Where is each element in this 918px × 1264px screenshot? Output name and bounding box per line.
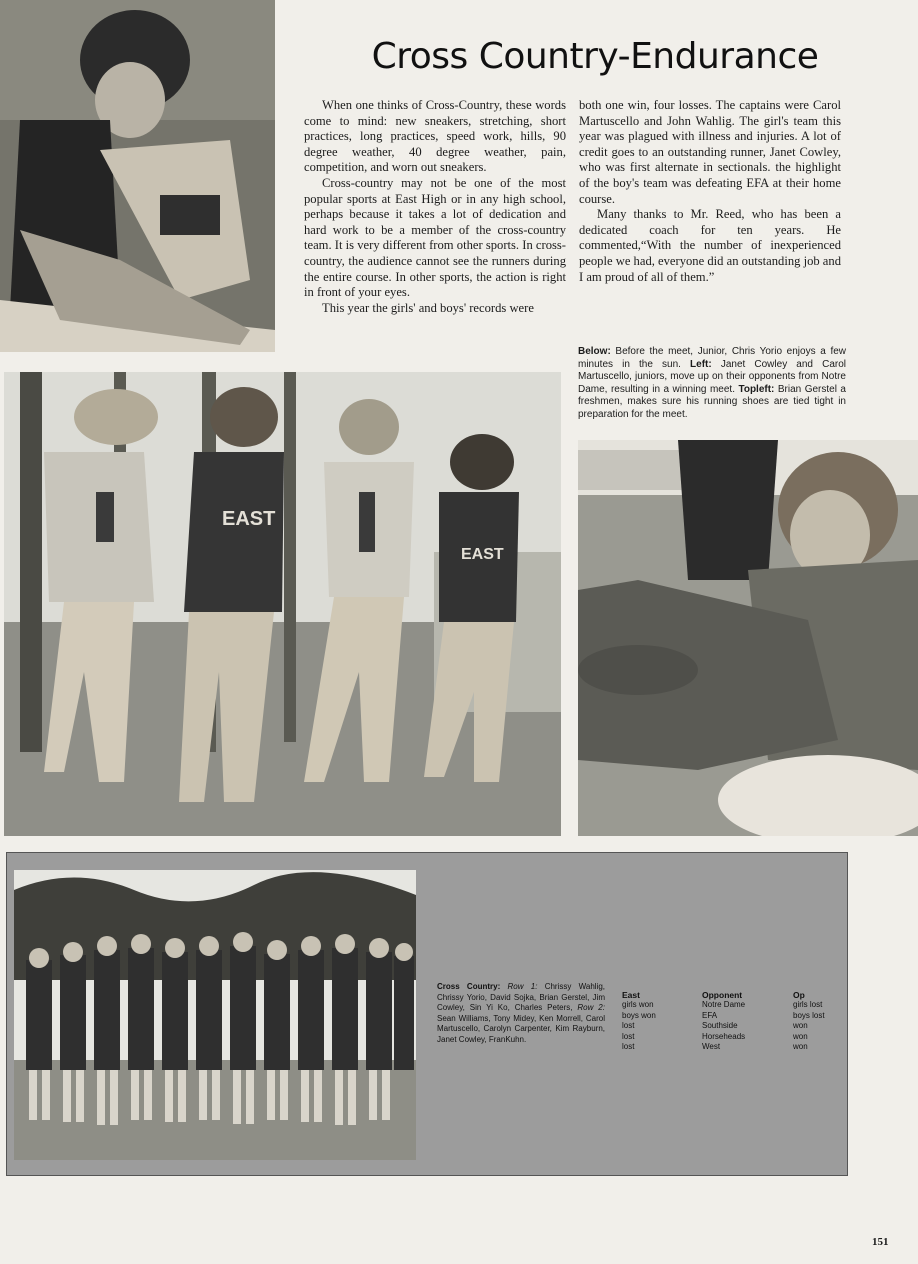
photo-runner-tying-shoes [0,0,275,352]
caption-label-topleft: Topleft: [738,383,775,395]
roster-label: Cross Country: [437,982,501,991]
scores-cell: EFA [702,1010,718,1020]
scores-cell: girls lost [793,1000,823,1010]
article-paragraph: both one win, four losses. The captains were Carol Martuscello and John Wahlig. The girl's team this year was plagued with illness and injuries. A lot of credit goes to an outstanding runner, Janet Cowley, who was first alternate in sectionals. the highlight of the boy's team was defeating EFA at their home course. [579,98,841,206]
scores-cell: won [793,1021,808,1031]
caption-text-topleft: Brian Gerstel a freshmen, makes sure his running shoes are tied tight in preparation for the meet. [578,383,846,420]
scores-cell: lost [622,1031,635,1041]
jersey-text: EAST [461,546,504,563]
scores-cell: West [702,1042,721,1052]
article-paragraph: Many thanks to Mr. Reed, who has been a dedicated coach for ten years. He commented,“With the number of inexperienced people we had, everyone did an outstanding job and I am proud of all of them.” [579,207,841,284]
scores-cell: Horseheads [702,1031,746,1041]
photo-team-group [14,870,416,1160]
article-column-left [304,98,566,316]
jersey-text: EAST [222,508,276,530]
article-paragraph: Cross-country may not be one of the most popular sports at East High or in any high school, perhaps because it takes a lot of dedication and hard work to be a member of the cross-country team. It is very different from other sports. In cross-country, the audience cannot see the runners during the entire course. In other sports, the action is right in front of your eyes. [304,175,566,300]
article-column-right [579,98,841,285]
scores-cell: lost [622,1021,635,1031]
roster-row1-label: Row 1: [507,982,538,991]
caption-label-left: Left: [690,358,712,370]
photo-runner-in-sun [578,440,918,836]
caption-label-below: Below: [578,346,611,357]
photo-girls-running [4,372,561,836]
scores-cell: Southside [702,1021,738,1031]
scores-header-east: East [622,990,640,1000]
article-paragraph: When one thinks of Cross-Country, these words come to mind: new sneakers, stretching, short practices, long practices, speed work, hills, 90 degree weather, 40 degree weather, pain, competition, and worn out sneakers. [304,98,566,175]
scores-header-opponent: Opponent [702,990,743,1000]
photo-caption [578,346,846,422]
scores-column-east [622,990,692,1052]
scores-cell: won [793,1031,808,1041]
page-number: 151 [872,1236,889,1248]
article-paragraph: This year the girls' and boys' records were [322,300,534,315]
scores-cell: won [793,1042,808,1052]
scores-header-op: Op [793,990,805,1000]
caption-text-left: Janet Cowley and Carol Martuscello, juniors, move up on their opponents from Notre Dame, resulting in a winning meet. [578,358,846,395]
scores-cell: boys lost [793,1010,825,1020]
scores-cell: lost [622,1042,635,1052]
scores-column-op [793,990,843,1052]
roster-row1-names: Chrissy Wahlig, Chrissy Yorio, David Sojka, Brian Gerstel, Jim Cowley, Sin Yi Ko, Charles Peters, [437,982,605,1013]
roster-row2-names: Sean Williams, Tony Midey, Ken Morrell, Carol Martuscello, Carolyn Carpenter, Kim Rayburn, Janet Cowley, FranKuhn. [437,1013,605,1044]
roster-row2-label: Row 2: [577,1003,605,1013]
scores-cell: girls won [622,1000,654,1010]
scores-column-opponent [702,990,782,1052]
roster-caption [437,982,605,1046]
caption-text-below: Before the meet, Junior, Chris Yorio enjoys a few minutes in the sun. [578,346,846,370]
scores-cell: Notre Dame [702,1000,746,1010]
page-title: Cross Country-Endurance [371,36,819,77]
scores-cell: boys won [622,1010,656,1020]
